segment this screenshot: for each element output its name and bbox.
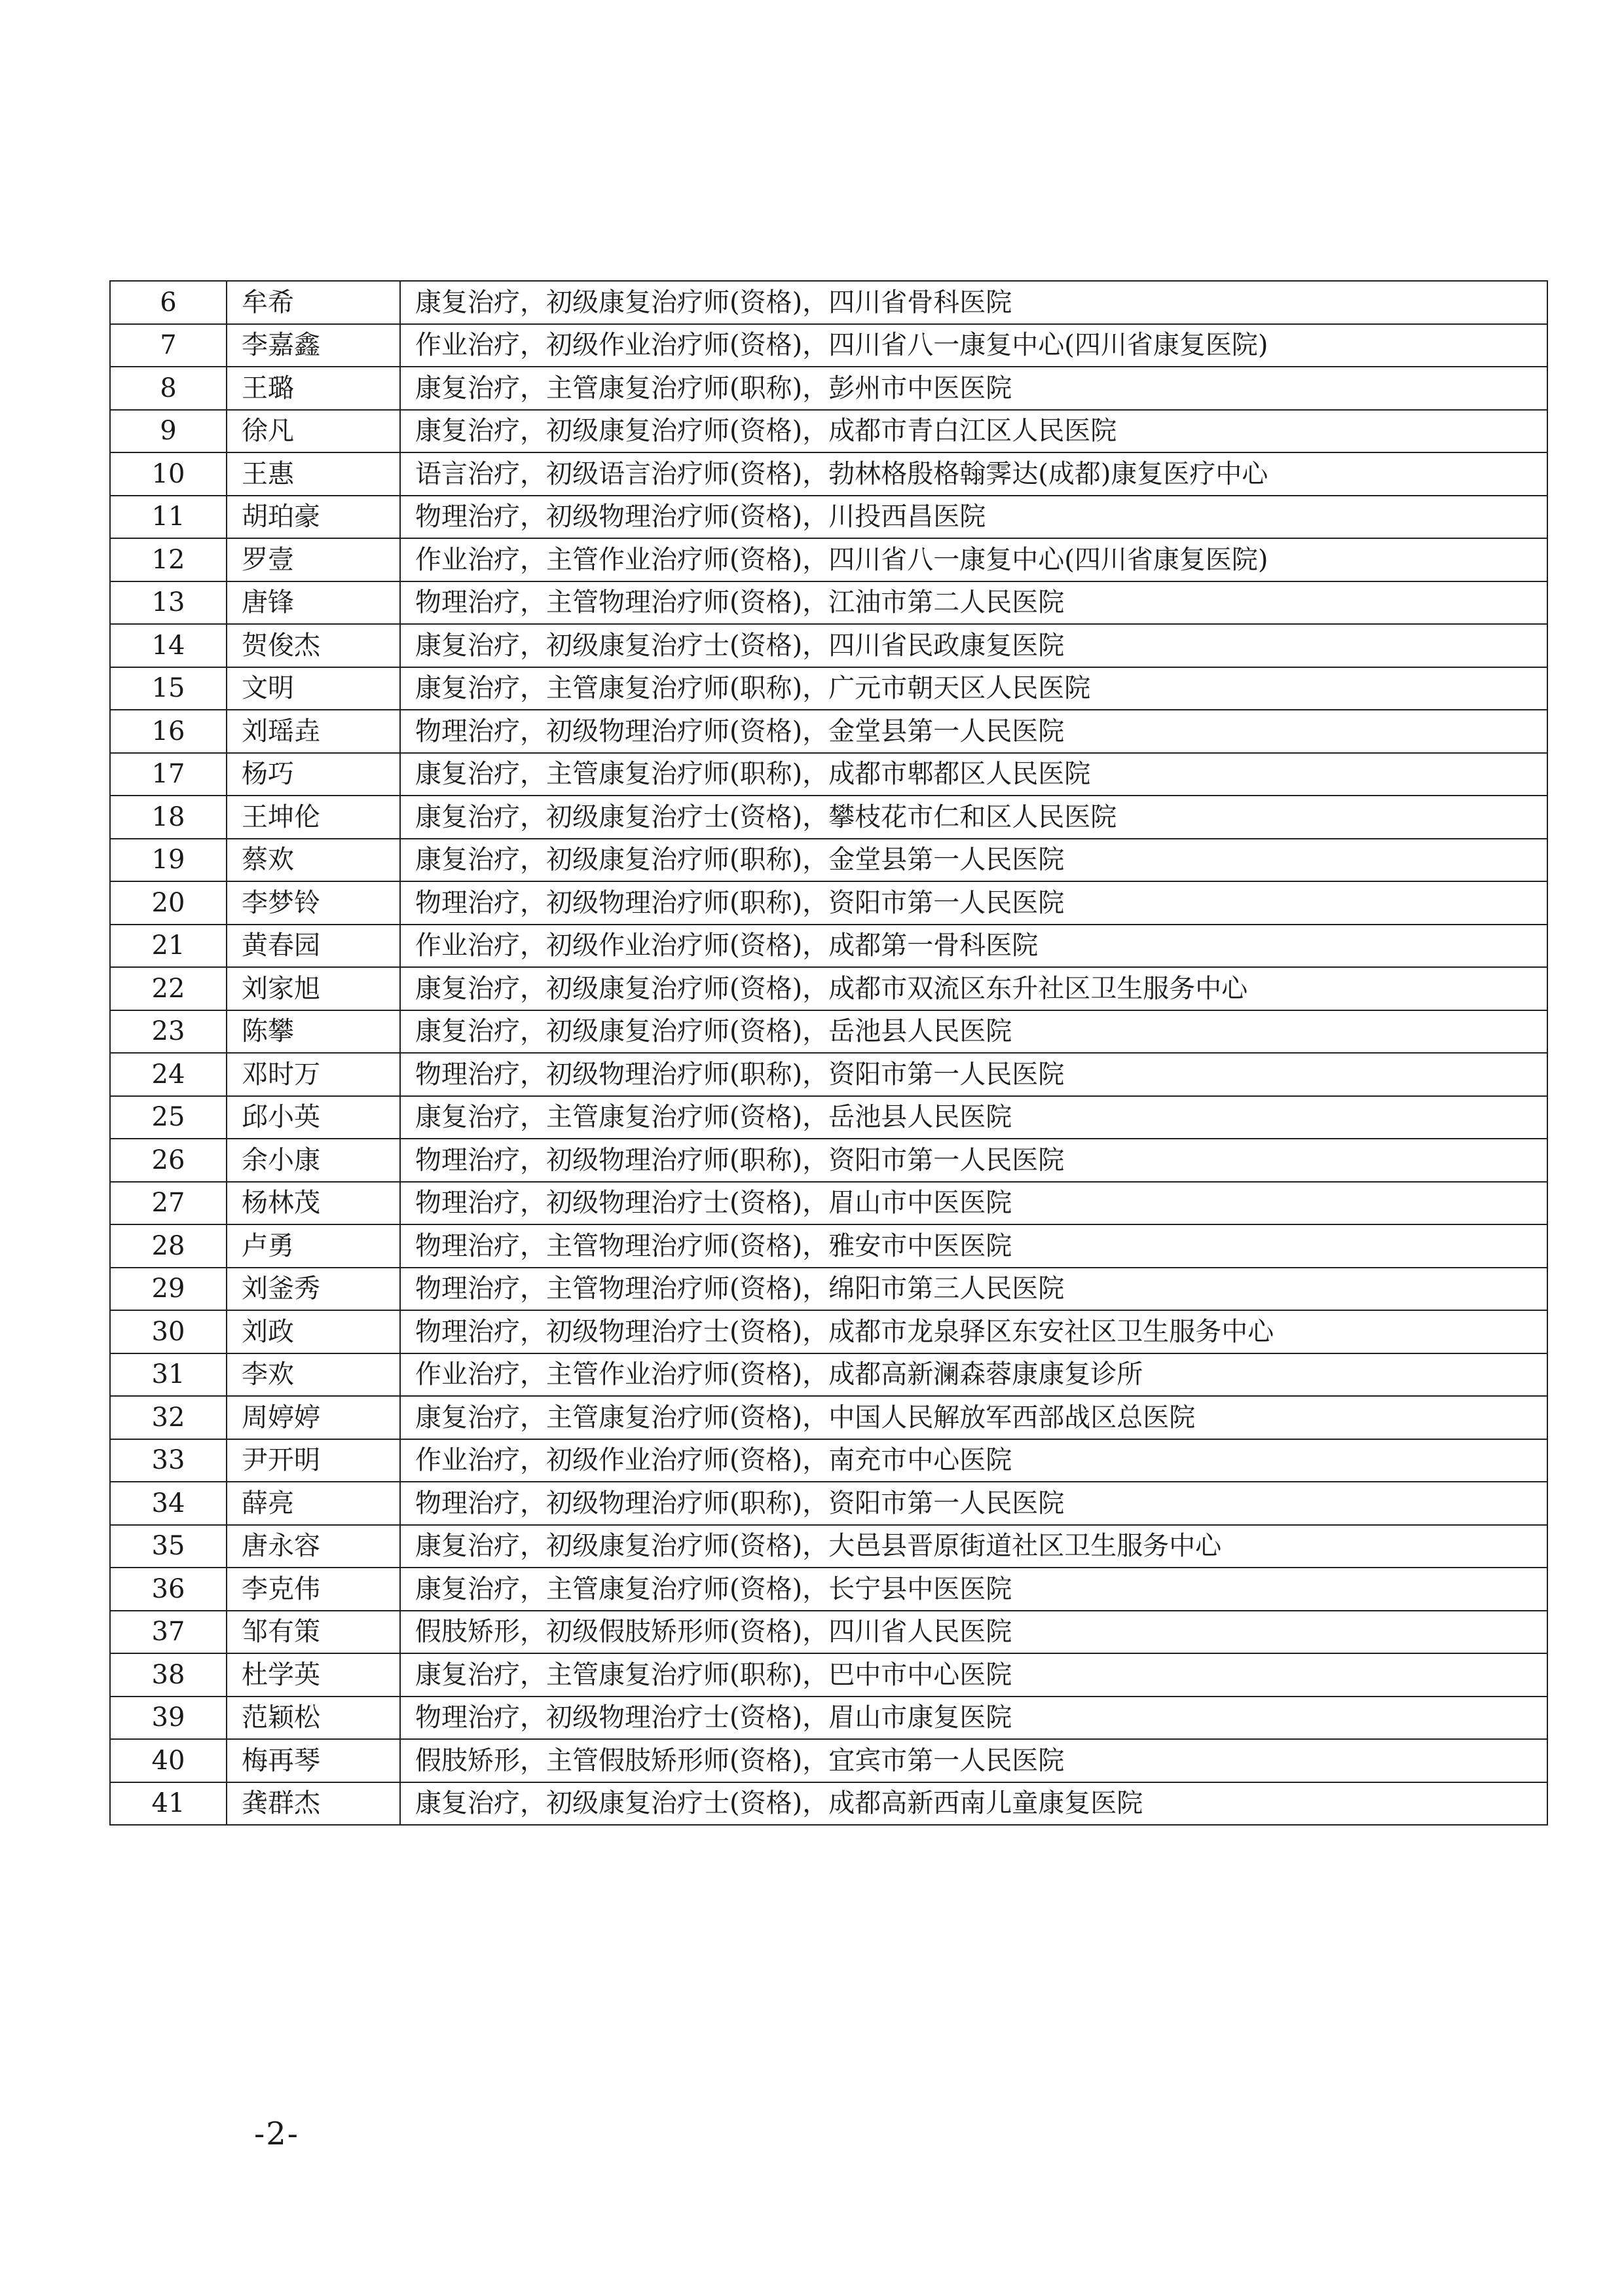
person-name: 杨巧: [227, 753, 400, 796]
qualification-info: 康复治疗，主管康复治疗师(资格)，中国人民解放军西部战区总医院: [400, 1396, 1547, 1439]
table-row: [110, 1353, 1547, 1397]
person-name: 文明: [227, 667, 400, 710]
row-number: 26: [110, 1139, 227, 1182]
qualification-info: 康复治疗，主管康复治疗师(职称)，彭州市中医医院: [400, 367, 1547, 410]
table-row: [110, 1482, 1547, 1525]
table-row: [110, 581, 1547, 625]
row-number: 7: [110, 324, 227, 367]
table-row: [110, 367, 1547, 410]
row-number: 33: [110, 1439, 227, 1482]
row-number: 15: [110, 667, 227, 710]
person-name: 李欢: [227, 1353, 400, 1397]
table-row: [110, 538, 1547, 581]
qualification-info: 康复治疗，初级康复治疗士(资格)，成都高新西南儿童康复医院: [400, 1782, 1547, 1826]
row-number: 11: [110, 496, 227, 539]
qualification-info: 康复治疗，主管康复治疗师(职称)，成都市郫都区人民医院: [400, 753, 1547, 796]
person-name: 薛亮: [227, 1482, 400, 1525]
person-name: 李克伟: [227, 1568, 400, 1611]
qualification-info: 物理治疗，初级物理治疗师(职称)，资阳市第一人民医院: [400, 1139, 1547, 1182]
qualification-info: 康复治疗，初级康复治疗师(资格)，成都市双流区东升社区卫生服务中心: [400, 967, 1547, 1010]
table-row: [110, 839, 1547, 882]
table-row: [110, 925, 1547, 968]
qualification-info: 物理治疗，主管物理治疗师(资格)，绵阳市第三人民医院: [400, 1268, 1547, 1311]
table-row: [110, 1739, 1547, 1782]
person-name: 黄春园: [227, 925, 400, 968]
qualification-info: 作业治疗，主管作业治疗师(资格)，四川省八一康复中心(四川省康复医院): [400, 538, 1547, 581]
row-number: 16: [110, 710, 227, 753]
person-name: 陈攀: [227, 1010, 400, 1054]
qualification-info: 康复治疗，初级康复治疗师(资格)，大邑县晋原街道社区卫生服务中心: [400, 1525, 1547, 1568]
table-row: [110, 1611, 1547, 1654]
row-number: 35: [110, 1525, 227, 1568]
table-row: [110, 1139, 1547, 1182]
table-row: [110, 1568, 1547, 1611]
qualification-info: 康复治疗，主管康复治疗师(职称)，广元市朝天区人民医院: [400, 667, 1547, 710]
row-number: 32: [110, 1396, 227, 1439]
row-number: 18: [110, 796, 227, 839]
row-number: 40: [110, 1739, 227, 1782]
qualification-info: 作业治疗，初级作业治疗师(资格)，南充市中心医院: [400, 1439, 1547, 1482]
qualification-info: 康复治疗，初级康复治疗师(资格)，四川省骨科医院: [400, 281, 1547, 324]
person-name: 牟希: [227, 281, 400, 324]
qualification-info: 康复治疗，初级康复治疗师(资格)，成都市青白江区人民医院: [400, 410, 1547, 453]
qualification-info: 假肢矫形，初级假肢矫形师(资格)，四川省人民医院: [400, 1611, 1547, 1654]
table-row: [110, 324, 1547, 367]
row-number: 27: [110, 1182, 227, 1225]
qualification-info: 康复治疗，初级康复治疗士(资格)，四川省民政康复医院: [400, 624, 1547, 667]
row-number: 31: [110, 1353, 227, 1397]
row-number: 30: [110, 1310, 227, 1353]
table-row: [110, 796, 1547, 839]
qualification-info: 物理治疗，初级物理治疗师(职称)，资阳市第一人民医院: [400, 881, 1547, 925]
row-number: 25: [110, 1096, 227, 1139]
person-name: 杨林茂: [227, 1182, 400, 1225]
table-row: [110, 1396, 1547, 1439]
person-name: 王惠: [227, 452, 400, 496]
row-number: 12: [110, 538, 227, 581]
qualification-info: 语言治疗，初级语言治疗师(资格)，勃林格殷格翰霁达(成都)康复医疗中心: [400, 452, 1547, 496]
row-number: 28: [110, 1224, 227, 1268]
person-name: 贺俊杰: [227, 624, 400, 667]
qualification-info: 康复治疗，主管康复治疗师(资格)，长宁县中医医院: [400, 1568, 1547, 1611]
table-row: [110, 1268, 1547, 1311]
person-name: 尹开明: [227, 1439, 400, 1482]
person-name: 徐凡: [227, 410, 400, 453]
table-row: [110, 1224, 1547, 1268]
row-number: 38: [110, 1653, 227, 1697]
person-name: 李梦铃: [227, 881, 400, 925]
person-name: 杜学英: [227, 1653, 400, 1697]
table-row: [110, 410, 1547, 453]
row-number: 34: [110, 1482, 227, 1525]
roster-table: [109, 280, 1548, 1826]
row-number: 39: [110, 1697, 227, 1740]
row-number: 17: [110, 753, 227, 796]
table-row: [110, 281, 1547, 324]
row-number: 41: [110, 1782, 227, 1826]
person-name: 罗壹: [227, 538, 400, 581]
qualification-info: 物理治疗，初级物理治疗师(职称)，资阳市第一人民医院: [400, 1482, 1547, 1525]
table-row: [110, 1525, 1547, 1568]
table-row: [110, 1010, 1547, 1054]
table-row: [110, 710, 1547, 753]
row-number: 37: [110, 1611, 227, 1654]
person-name: 邱小英: [227, 1096, 400, 1139]
qualification-info: 假肢矫形，主管假肢矫形师(资格)，宜宾市第一人民医院: [400, 1739, 1547, 1782]
qualification-info: 康复治疗，主管康复治疗师(资格)，岳池县人民医院: [400, 1096, 1547, 1139]
row-number: 22: [110, 967, 227, 1010]
person-name: 范颖松: [227, 1697, 400, 1740]
qualification-info: 康复治疗，初级康复治疗师(资格)，岳池县人民医院: [400, 1010, 1547, 1054]
row-number: 21: [110, 925, 227, 968]
qualification-info: 康复治疗，主管康复治疗师(职称)，巴中市中心医院: [400, 1653, 1547, 1697]
person-name: 邓时万: [227, 1053, 400, 1096]
qualification-info: 物理治疗，初级物理治疗士(资格)，眉山市中医医院: [400, 1182, 1547, 1225]
person-name: 唐锋: [227, 581, 400, 625]
row-number: 9: [110, 410, 227, 453]
row-number: 13: [110, 581, 227, 625]
table-row: [110, 624, 1547, 667]
qualification-info: 作业治疗，初级作业治疗师(资格)，四川省八一康复中心(四川省康复医院): [400, 324, 1547, 367]
person-name: 刘釜秀: [227, 1268, 400, 1311]
table-row: [110, 452, 1547, 496]
person-name: 余小康: [227, 1139, 400, 1182]
row-number: 8: [110, 367, 227, 410]
qualification-info: 康复治疗，初级康复治疗师(职称)，金堂县第一人民医院: [400, 839, 1547, 882]
roster-table-body: [110, 281, 1547, 1825]
table-row: [110, 967, 1547, 1010]
person-name: 王璐: [227, 367, 400, 410]
row-number: 23: [110, 1010, 227, 1054]
person-name: 王坤伦: [227, 796, 400, 839]
person-name: 李嘉鑫: [227, 324, 400, 367]
qualification-info: 物理治疗，初级物理治疗士(资格)，眉山市康复医院: [400, 1697, 1547, 1740]
table-row: [110, 1053, 1547, 1096]
table-row: [110, 1310, 1547, 1353]
table-row: [110, 1697, 1547, 1740]
row-number: 29: [110, 1268, 227, 1311]
row-number: 19: [110, 839, 227, 882]
table-row: [110, 881, 1547, 925]
qualification-info: 作业治疗，初级作业治疗师(资格)，成都第一骨科医院: [400, 925, 1547, 968]
page-number: -2-: [254, 2116, 299, 2152]
table-row: [110, 496, 1547, 539]
person-name: 蔡欢: [227, 839, 400, 882]
row-number: 36: [110, 1568, 227, 1611]
person-name: 梅再琴: [227, 1739, 400, 1782]
row-number: 20: [110, 881, 227, 925]
qualification-info: 物理治疗，主管物理治疗师(资格)，雅安市中医医院: [400, 1224, 1547, 1268]
person-name: 周婷婷: [227, 1396, 400, 1439]
row-number: 10: [110, 452, 227, 496]
table-row: [110, 1782, 1547, 1826]
person-name: 刘家旭: [227, 967, 400, 1010]
table-row: [110, 1096, 1547, 1139]
person-name: 刘瑶垚: [227, 710, 400, 753]
table-row: [110, 753, 1547, 796]
table-row: [110, 1653, 1547, 1697]
person-name: 龚群杰: [227, 1782, 400, 1826]
qualification-info: 物理治疗，初级物理治疗师(资格)，金堂县第一人民医院: [400, 710, 1547, 753]
qualification-info: 物理治疗，初级物理治疗士(资格)，成都市龙泉驿区东安社区卫生服务中心: [400, 1310, 1547, 1353]
row-number: 6: [110, 281, 227, 324]
person-name: 唐永容: [227, 1525, 400, 1568]
person-name: 刘政: [227, 1310, 400, 1353]
person-name: 胡珀豪: [227, 496, 400, 539]
row-number: 24: [110, 1053, 227, 1096]
qualification-info: 物理治疗，主管物理治疗师(资格)，江油市第二人民医院: [400, 581, 1547, 625]
table-row: [110, 1182, 1547, 1225]
person-name: 卢勇: [227, 1224, 400, 1268]
person-name: 邹有策: [227, 1611, 400, 1654]
table-row: [110, 667, 1547, 710]
qualification-info: 物理治疗，初级物理治疗师(职称)，资阳市第一人民医院: [400, 1053, 1547, 1096]
row-number: 14: [110, 624, 227, 667]
qualification-info: 康复治疗，初级康复治疗士(资格)，攀枝花市仁和区人民医院: [400, 796, 1547, 839]
qualification-info: 作业治疗，主管作业治疗师(资格)，成都高新澜森蓉康康复诊所: [400, 1353, 1547, 1397]
qualification-info: 物理治疗，初级物理治疗师(资格)，川投西昌医院: [400, 496, 1547, 539]
table-row: [110, 1439, 1547, 1482]
